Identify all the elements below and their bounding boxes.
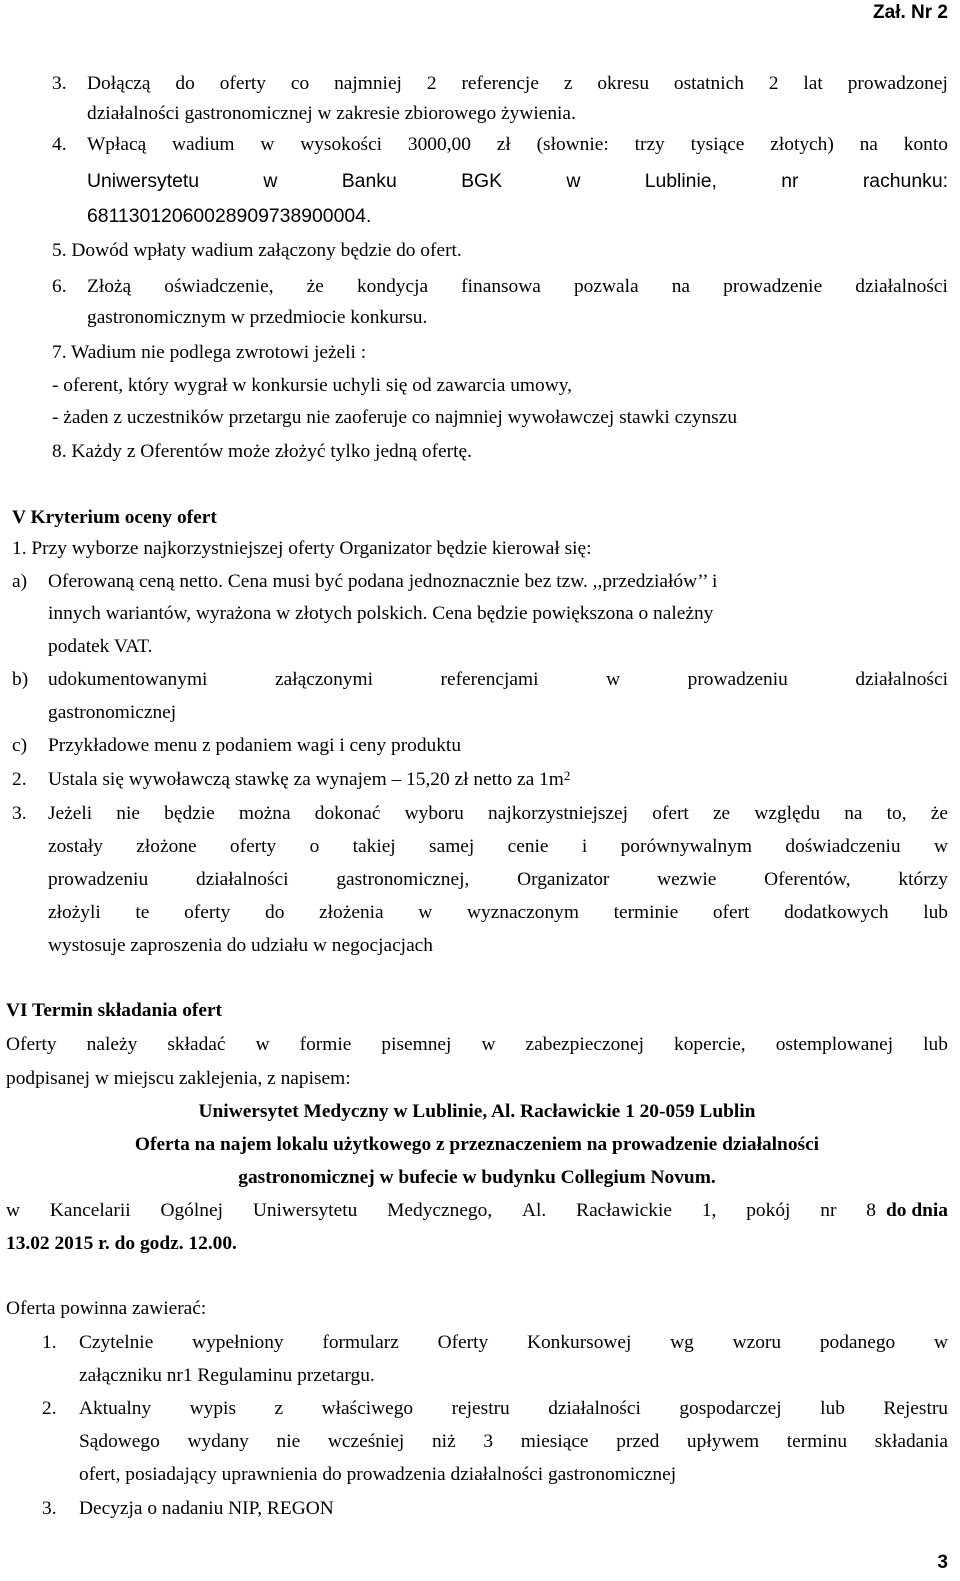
word: Medycznego, [387,1200,493,1221]
word: lat [803,73,823,94]
word: złożenia [319,902,384,923]
criteria-item-3-line-2 [48,834,948,860]
word: będzie [164,803,215,824]
word: Oferty [6,1034,57,1055]
word: Czytelnie [79,1332,154,1353]
word: w [481,1034,496,1055]
word: ostatnich [673,73,744,94]
word: to, [886,803,907,824]
word: o [309,836,320,857]
word: przed [616,1431,660,1452]
word: ofert [652,803,689,824]
envelope-title-line-2: gastronomicznej w bufecie w budynku Collegium Novum. [238,1167,716,1188]
word: upływem [686,1431,760,1452]
contents-item-3-number: 3. [42,1498,57,1519]
word: złożone [136,836,197,857]
word: którzy [898,869,948,890]
word: konto [903,134,948,155]
criteria-item-2-text [48,767,570,793]
word: wg [670,1332,694,1353]
word: wypis [189,1398,236,1419]
word: Oferentów, [764,869,851,890]
word: należy [86,1034,138,1055]
word: najkorzystniejszej [488,803,629,824]
word: oświadczenie, [164,276,274,297]
word: wadium [172,134,235,155]
deadline-date: 13.02 2015 r. do godz. 12.00. [6,1233,237,1254]
word: gospodarczej [679,1398,782,1419]
word: złotych) [770,134,834,155]
deadline-line-2: podpisanej w miejscu zaklejenia, z napisem: [6,1068,351,1089]
word: takiej [352,836,396,857]
word: względu [754,803,821,824]
word: finansowa [461,276,541,297]
word: prowadzeniu [48,869,149,890]
contents-item-1-number: 1. [42,1332,57,1353]
word: działalności [195,869,289,890]
word: że [930,803,948,824]
word: nr [781,170,799,192]
word: kopercie, [674,1034,746,1055]
deadline-line-1 [6,1032,948,1058]
word: pozwala [573,276,639,297]
criteria-item-3-line-5: wystosuje zaproszenia do udziału w negocjacjach [48,935,433,956]
word: w [566,170,581,192]
item-3-line-2: działalności gastronomicznej w zakresie zbiorowego żywienia. [87,103,576,124]
word: wezwie [657,869,717,890]
word: 8 [866,1200,876,1221]
word: rejestru [451,1398,510,1419]
word: samej [429,836,475,857]
criteria-a-line-1: Oferowaną ceną netto. Cena musi być podana jednoznacznie bez tzw. ,,przedziałów’’ i [48,571,718,592]
criteria-b-label: b) [12,669,29,690]
criteria-a-label: a) [12,571,28,592]
word: 2 [768,73,779,94]
word: ze [712,803,731,824]
word: w [263,170,278,192]
word: wcześniej [327,1431,405,1452]
word: Rejestru [883,1398,948,1419]
criteria-item-3-line-3 [48,867,948,893]
contents-item-2-line-1 [79,1396,948,1422]
word: 2 [426,73,437,94]
word: trzy [634,134,665,155]
word: zostały [48,836,103,857]
criteria-item-3-line-4 [48,900,948,926]
word: złożyli [48,902,101,923]
word: Banku [341,170,397,192]
word: i [581,836,588,857]
word: wyznaczonym [466,902,579,923]
word: gastronomicznej, [336,869,470,890]
word: w [260,134,275,155]
word: wypełniony [192,1332,284,1353]
word: Ogólnej [160,1200,223,1221]
word: ostemplowanej [775,1034,894,1055]
word: wysokości [300,134,383,155]
word: zabezpieczonej [525,1034,644,1055]
word: lub [923,902,948,923]
word: Sądowego [79,1431,160,1452]
word: załączonymi [274,669,373,690]
word: że [306,276,324,297]
page-number: 3 [937,1552,948,1573]
word: do [175,73,195,94]
submission-place-text [6,1198,876,1224]
word: najmniej [334,73,402,94]
word: ofert [712,902,750,923]
criteria-item-2-number: 2. [12,769,27,790]
item-6-line-1 [87,274,948,300]
square-meter-exponent: 2 [563,768,571,783]
word: 3000,00 [407,134,471,155]
item-3-number: 3. [52,73,67,94]
word: referencjami [440,669,539,690]
word: w [255,1034,270,1055]
item-4-number: 4. [52,134,67,155]
word: lub [923,1034,948,1055]
section-vi-heading: VI Termin składania ofert [6,1000,223,1021]
word: te [135,902,150,923]
word: Konkursowej [526,1332,632,1353]
word: porównywalnym [620,836,753,857]
word: nr [820,1200,837,1221]
item-6-number: 6. [52,276,67,297]
word: co [290,73,310,94]
contents-item-2-line-2 [79,1429,948,1455]
word: oferty [219,73,266,94]
word: wzoru [732,1332,782,1353]
attachment-number: Zał. Nr 2 [873,2,948,23]
word: z [563,73,573,94]
criteria-c-line-1: Przykładowe menu z podaniem wagi i ceny produktu [48,735,462,756]
word: cenie [507,836,549,857]
word: 3 [483,1431,494,1452]
word: prowadzenie [723,276,823,297]
word: niż [431,1431,456,1452]
contents-item-1-line-2: załączniku nr1 Regulaminu przetargu. [79,1365,375,1386]
word: właściwego [321,1398,414,1419]
word: na [859,134,878,155]
criteria-item-1: 1. Przy wyborze najkorzystniejszej oferty Organizator będzie kierował się: [12,538,592,559]
word: Oferty [437,1332,489,1353]
word: Wpłacą [87,134,147,155]
criteria-a-line-3: podatek VAT. [48,636,153,657]
item-6-line-2: gastronomicznym w przedmiocie konkursu. [87,307,428,328]
item-7: 7. Wadium nie podlega zwrotowi jeżeli : [52,342,367,363]
envelope-address: Uniwersytet Medyczny w Lublinie, Al. Racławickie 1 20-059 Lublin [198,1101,756,1122]
word: Dołączą [87,73,151,94]
word: udokumentowanymi [48,669,208,690]
word: z [274,1398,284,1419]
word: lub [820,1398,845,1419]
word: Uniwersytetu [87,170,200,192]
word: wydany [187,1431,249,1452]
word: oferty [184,902,231,923]
item-4-line-2 [87,168,948,194]
criteria-c-label: c) [12,735,28,756]
word: składania [874,1431,948,1452]
item-3-line-1 [87,71,948,97]
word: doświadczeniu [785,836,901,857]
word: oferty [229,836,277,857]
word: prowadzonej [847,73,948,94]
word: Złożą [87,276,132,297]
word: w [418,902,433,923]
word: w [933,836,948,857]
word: terminie [613,902,679,923]
criteria-b-line-2: gastronomicznej [48,702,177,723]
word: terminu [786,1431,848,1452]
word: 1, [701,1200,717,1221]
word: nie [276,1431,301,1452]
word: w [606,669,621,690]
contents-item-2-line-3: ofert, posiadający uprawnienia do prowadzenia działalności gastronomicznej [79,1464,677,1485]
item-7-dash-1: - oferent, który wygrał w konkursie uchyli się od zawarcia umowy, [52,375,572,396]
word: Uniwersytetu [252,1200,358,1221]
criteria-item-3-number: 3. [12,803,27,824]
word: nie [116,803,140,824]
section-v-heading: V Kryterium oceny ofert [12,507,217,528]
word: formularz [322,1332,399,1353]
word: Jeżeli [48,803,93,824]
word: na [671,276,691,297]
submission-place-line [6,1198,948,1224]
word: rachunku: [862,170,948,192]
word: Aktualny [79,1398,152,1419]
word: dodatkowych [784,902,889,923]
criteria-item-2-body: Ustala się wywoławczą stawkę za wynajem – 15,20 zł netto za 1m [48,769,564,790]
word: pokój [746,1200,791,1221]
word: działalności [855,669,948,690]
word: pisemnej [381,1034,452,1055]
contents-item-1-line-1 [79,1330,948,1356]
contents-heading: Oferta powinna zawierać: [6,1298,207,1319]
criteria-item-3-line-1 [48,801,948,827]
word: (słownie: [536,134,609,155]
item-7-dash-2: - żaden z uczestników przetargu nie zaoferuje co najmniej wywoławczej stawki czynszu [52,407,738,428]
word: można [238,803,291,824]
word: dokonać [314,803,381,824]
word: działalności [855,276,948,297]
word: podanego [819,1332,896,1353]
word: zł [496,134,511,155]
word: na [844,803,863,824]
word: wyboru [404,803,464,824]
word: prowadzeniu [687,669,788,690]
criteria-b-line-1 [48,667,948,693]
word: okresu [597,73,650,94]
word: formie [299,1034,352,1055]
word: miesiące [520,1431,589,1452]
envelope-title-line-1: Oferta na najem lokalu użytkowego z przeznaczeniem na prowadzenie działalności [134,1134,820,1155]
word: kondycja [356,276,429,297]
word: Lublinie, [644,170,717,192]
word: składać [167,1034,226,1055]
word: w [933,1332,948,1353]
word: tysiące [690,134,745,155]
word: działalności [548,1398,641,1419]
item-5: 5. Dowód wpłaty wadium załączony będzie do ofert. [52,240,462,261]
word: w [6,1200,21,1221]
contents-item-3-text: Decyzja o nadaniu NIP, REGON [79,1498,334,1519]
criteria-a-line-2: innych wariantów, wyrażona w złotych polskich. Cena będzie powiększona o należny [48,603,714,624]
word: referencje [461,73,539,94]
word: do [265,902,285,923]
item-4-account: 68113012060028909738900004. [87,205,372,227]
word: Organizator [517,869,610,890]
contents-item-2-number: 2. [42,1398,57,1419]
word: Racławickie [576,1200,672,1221]
item-4-line-1 [87,132,948,158]
word: Al. [522,1200,547,1221]
word: BGK [461,170,503,192]
word: Kancelarii [49,1200,131,1221]
item-8: 8. Każdy z Oferentów może złożyć tylko jedną ofertę. [52,441,472,462]
deadline-date-prefix: do dnia [886,1200,948,1221]
